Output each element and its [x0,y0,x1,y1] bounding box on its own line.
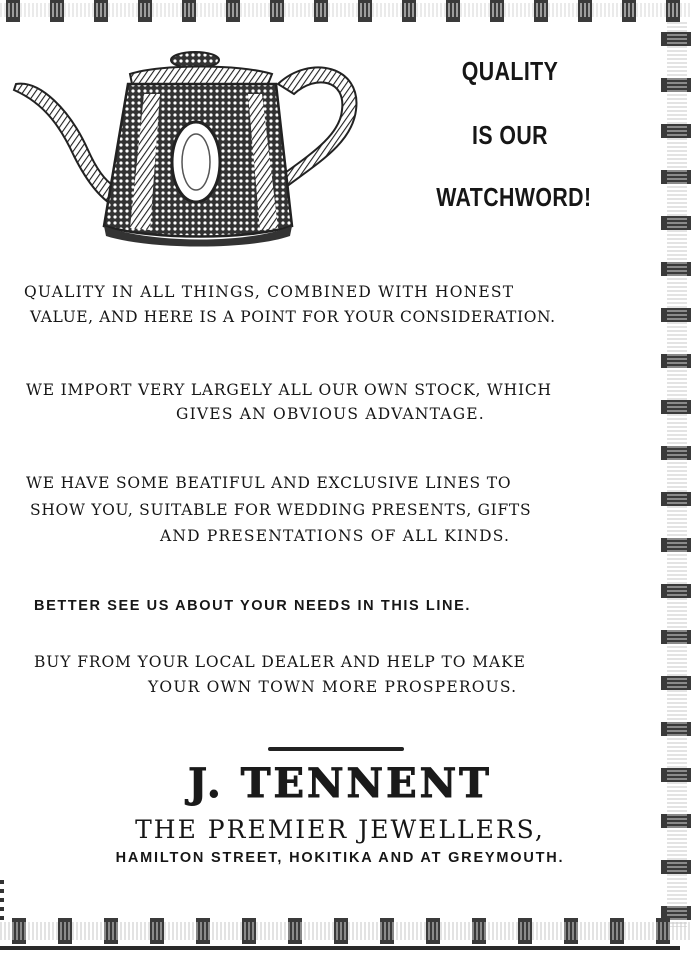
paragraph-buy-local-line-1: BUY FROM YOUR LOCAL DEALER AND HELP TO MAKE [34,653,526,671]
left-edge-marks [0,880,4,920]
paragraph-lines-line-3: AND PRESENTATIONS OF ALL KINDS. [160,527,511,545]
headline-is-our: IS OUR [472,120,548,150]
teapot-illustration [10,40,370,250]
paragraph-import-line-1: WE IMPORT VERY LARGELY ALL OUR OWN STOCK, WHICH [26,381,552,399]
paragraph-better-see-us: BETTER SEE US ABOUT YOUR NEEDS IN THIS LINE. [34,598,471,614]
paragraph-quality-line-1: QUALITY IN ALL THINGS, COMBINED WITH HONEST [24,283,515,301]
headline-watchword: WATCHWORD! [436,182,592,212]
business-title: THE PREMIER JEWELLERS, [135,815,545,844]
business-address: HAMILTON STREET, HOKITIKA AND AT GREYMOUTH. [115,850,565,866]
paragraph-import-line-2: GIVES AN OBVIOUS ADVANTAGE. [176,405,485,423]
headline-quality: QUALITY [461,56,559,86]
paragraph-buy-local-line-2: YOUR OWN TOWN MORE PROSPEROUS. [148,678,518,696]
paragraph-lines-line-1: WE HAVE SOME BEATIFUL AND EXCLUSIVE LINES TO [26,474,512,492]
ornamental-border-top [0,0,691,22]
paragraph-lines-line-2: SHOW YOU, SUITABLE FOR WEDDING PRESENTS, GIFTS [30,501,532,519]
business-name: J. TENNENT [188,760,492,807]
divider-rule [268,747,404,751]
paragraph-quality-line-2: VALUE, AND HERE IS A POINT FOR YOUR CONSIDERATION. [30,308,556,326]
bottom-rule [0,946,680,950]
ornamental-border-bottom [0,918,691,944]
ornamental-border-right [661,22,691,927]
